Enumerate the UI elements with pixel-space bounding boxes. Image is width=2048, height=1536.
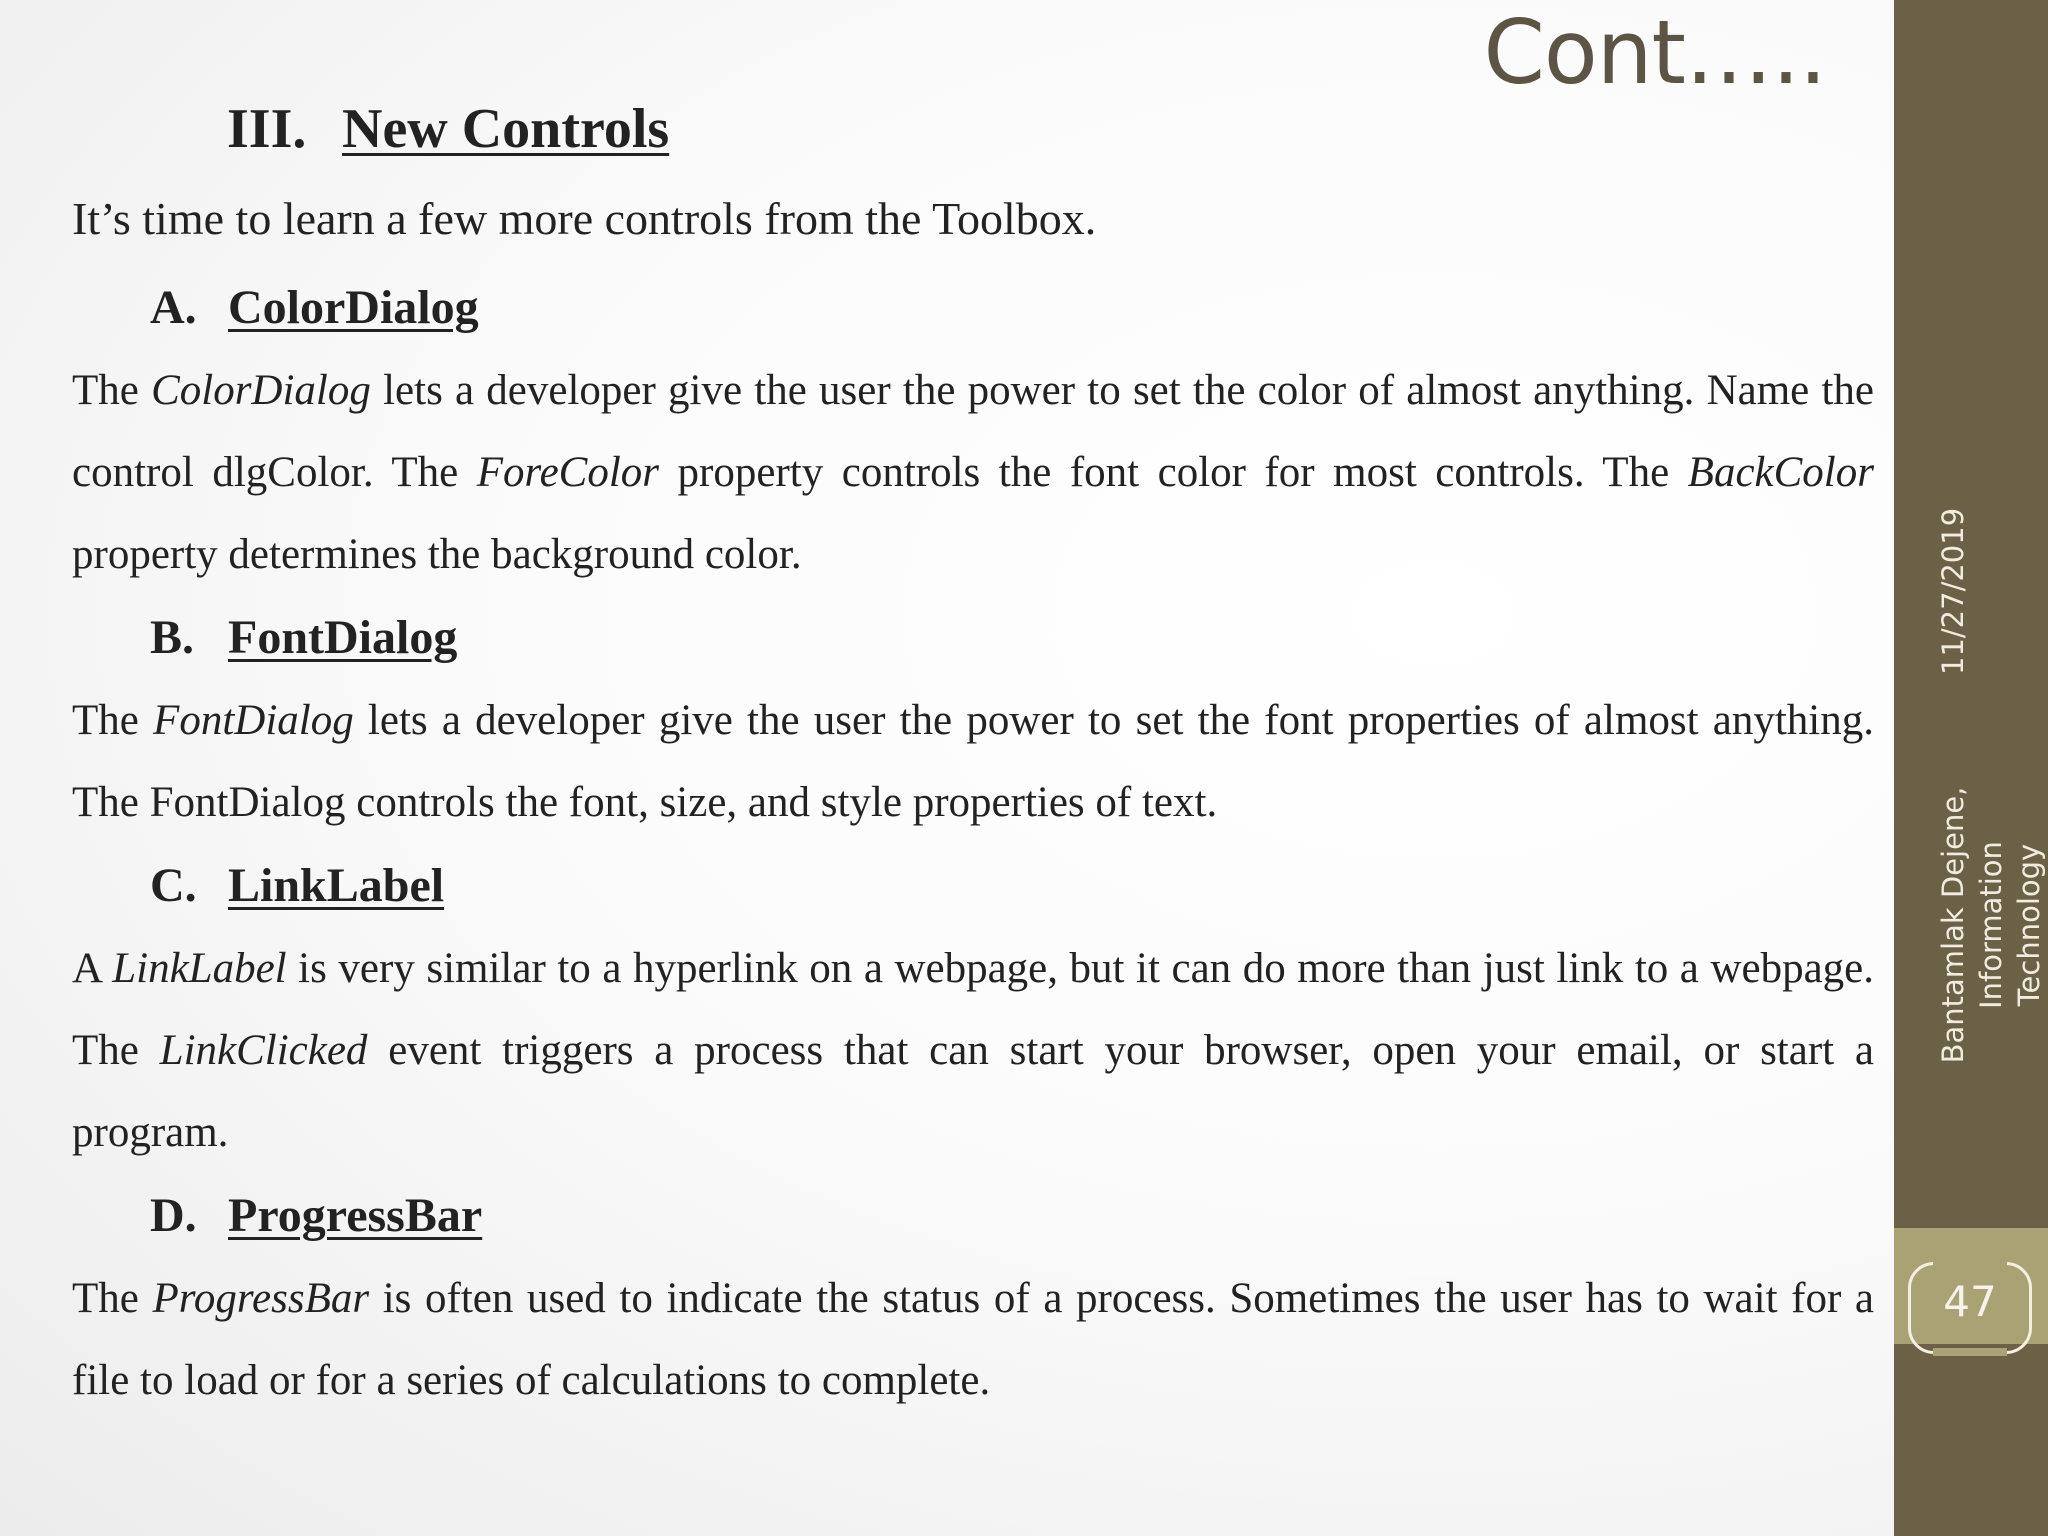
- paragraph-linklabel: A LinkLabel is very similar to a hyperlink on a webpage, but it can do more than just link to a webpage. The LinkClicked event triggers a process that can start your browser, open your email, or start a program.: [72, 945, 1874, 1156]
- paragraph-fontdialog: The FontDialog lets a developer give the user the power to set the font properties of almost anything. The FontDialog controls the font, size, and style properties of text.: [72, 697, 1874, 826]
- subheading-fontdialog: [72, 596, 1874, 680]
- subheading-title: LinkLabel: [228, 859, 445, 912]
- footer-author: Bantamlak Dejene, Information Technology: [1936, 786, 2046, 1064]
- paragraph-progressbar: The ProgressBar is often used to indicate the status of a process. Sometimes the user has to wait for a file to load or for a series of calculations to complete.: [72, 1275, 1874, 1404]
- paragraph-colordialog: The ColorDialog lets a developer give the user the power to set the color of almost anything. Name the control dlgColor. The ForeColor property controls the font color for most controls. The BackColor property determines the background color.: [72, 367, 1874, 578]
- subheading-title: ColorDialog: [228, 281, 479, 334]
- subheading-progressbar: [72, 1174, 1874, 1258]
- subheading-letter: C.: [150, 859, 197, 912]
- section-number: III.: [227, 98, 307, 160]
- page-number: 47: [1943, 1277, 1997, 1326]
- subheading-letter: A.: [150, 281, 197, 334]
- subheading-linklabel: [72, 844, 1874, 928]
- section-title: New Controls: [342, 98, 670, 160]
- page-number-badge: [1908, 1262, 2032, 1354]
- subheading-letter: B.: [150, 611, 195, 664]
- footer-vertical-text: [1934, 475, 2048, 1135]
- footer-date: 11/27/2019: [1936, 507, 1970, 675]
- subheading-title: FontDialog: [228, 611, 458, 664]
- subheading-title: ProgressBar: [228, 1189, 483, 1242]
- subheading-letter: D.: [150, 1189, 197, 1242]
- slide-content: [72, 86, 1874, 1422]
- section-intro: It’s time to learn a few more controls from the Toolbox.: [72, 193, 1097, 244]
- subheading-colordialog: [72, 266, 1874, 350]
- slide-title: Cont…..: [1483, 1, 1826, 104]
- section-heading: [72, 86, 1874, 172]
